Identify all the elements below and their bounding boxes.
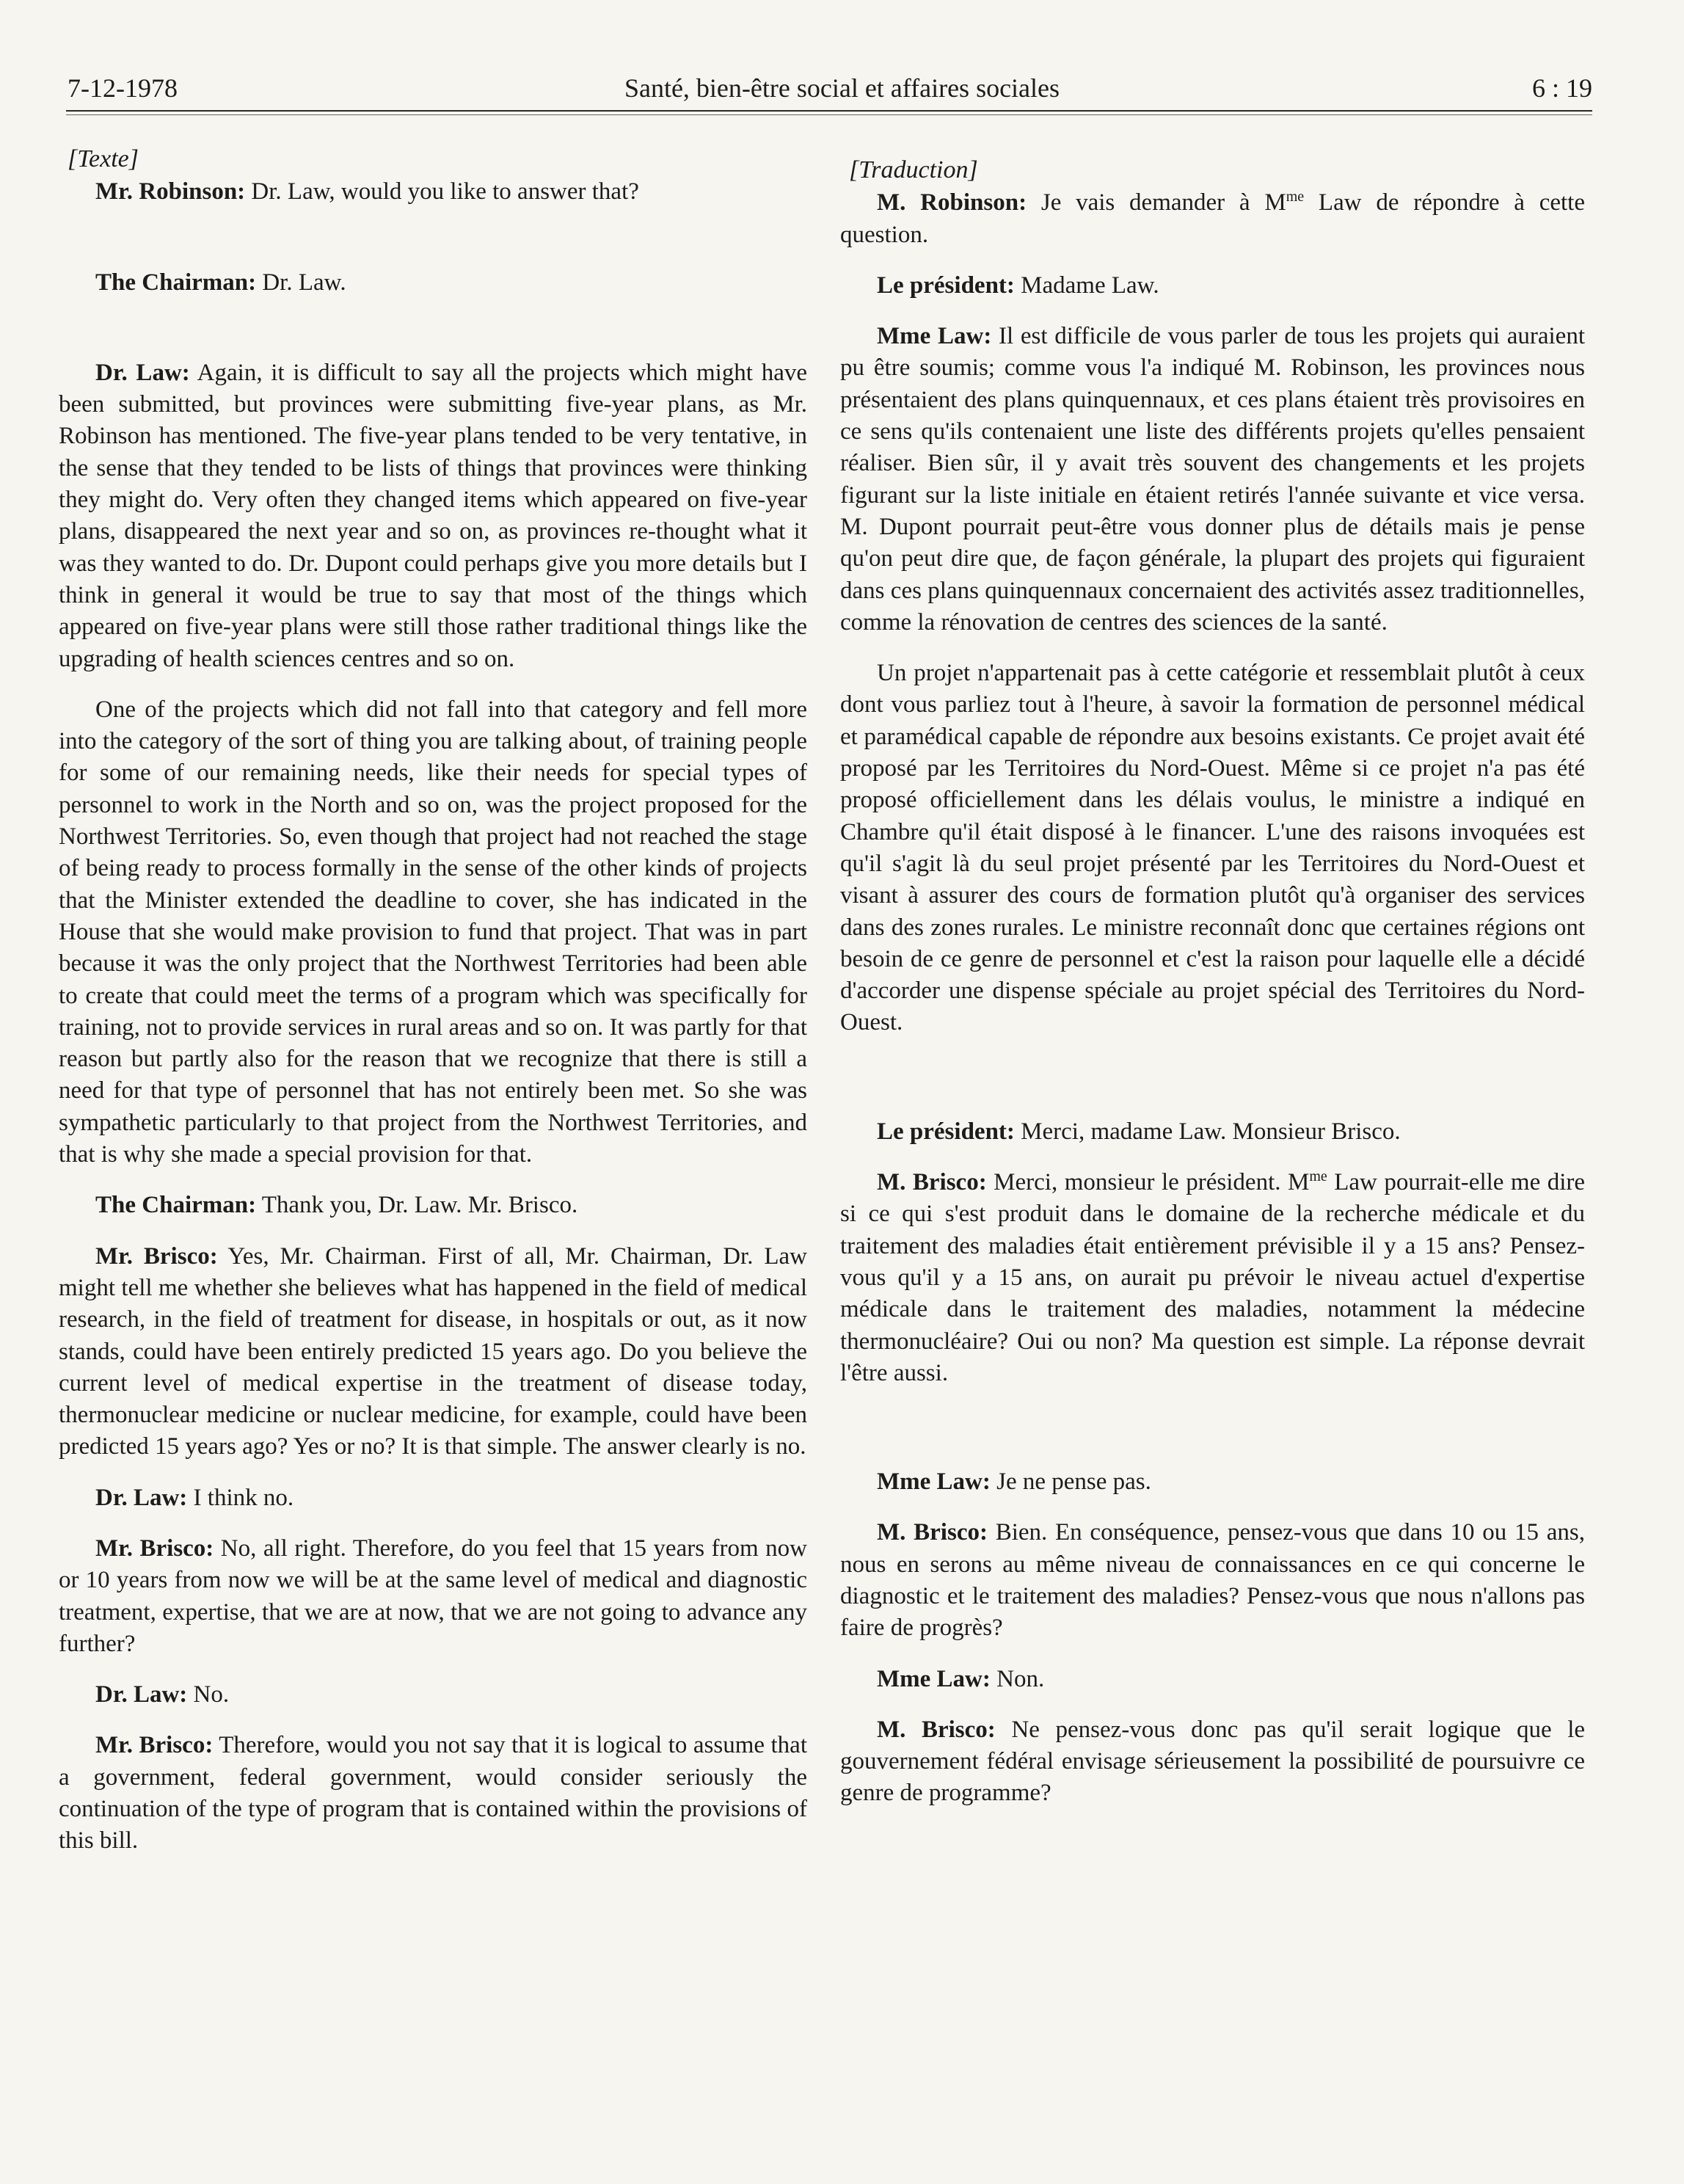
header-rule-secondary — [66, 114, 1592, 115]
speaker-name: Dr. Law: — [95, 1484, 188, 1511]
speaker-name: The Chairman: — [95, 1192, 257, 1219]
paragraph-text: Il est difficile de vous parler de tous les projets qui auraient pu être soumis; comme vous l'a indiqué M. Robinson, les provinces nous présentaient des plans quinquennaux, et ces plans étaient très provisoires en ce sens qu'ils contenaient une liste des différents projets qu'elles pensaient réaliser. Bien sûr, il y avait très souvent des changements et les projets figurant sur la liste initiale en étaient retirés l'année suivante et vice versa. M. Dupont pourrait peut-être vous donner plus de détails mais je pense qu'on peut dire que, de façon générale, la plupart des projets qui figuraient dans ces plans quinquennaux concernaient des activités assez traditionnelles, comme la rénovation de centres des sciences de la santé. — [840, 323, 1585, 636]
paragraph-text: Yes, Mr. Chairman. First of all, Mr. Chairman, Dr. Law might tell me whether she believes what has happened in the field of medical research, in the field of treatment for disease, in hospitals or out, as it now stands, could have been entirely predicted 15 years ago. Do you believe the current level of medical expertise in the treatment of disease today, thermonuclear medicine or nuclear medicine, for example, could have been predicted 15 years ago? Yes or no? It is that simple. The answer clearly is no. — [59, 1242, 807, 1460]
paragraph-brisco-1 — [59, 1241, 807, 1463]
paragraph-chairman-1 — [59, 267, 807, 299]
speaker-name: Mme Law: — [877, 323, 992, 350]
paragraph-law-3 — [59, 1482, 807, 1514]
speaker-name: Mr. Robinson: — [95, 178, 246, 205]
superscript: me — [1286, 189, 1305, 205]
superscript: me — [1309, 1168, 1327, 1185]
paragraph-brisco-fr-3 — [840, 1714, 1585, 1810]
page-number: 6 : 19 — [1531, 73, 1592, 103]
paragraph-text: Je ne pense pas. — [990, 1468, 1151, 1496]
speaker-name: Mr. Brisco: — [95, 1242, 218, 1270]
paragraph-text-cont: Law de répondre à cette question. — [840, 189, 1585, 248]
paragraph-text: I think no. — [187, 1484, 294, 1511]
paragraph-text: Therefore, would you not say that it is logical to assume that a government, federal government, would consider seriously the continuation of the type of program that is contained within the provisions of this bill. — [59, 1732, 807, 1854]
french-column — [840, 154, 1585, 1810]
paragraph-president-fr-2 — [840, 1116, 1585, 1148]
speaker-name: M. Robinson: — [877, 189, 1027, 216]
paragraph-brisco-fr-2 — [840, 1517, 1585, 1644]
speaker-name: Dr. Law: — [95, 359, 190, 386]
speaker-name: M. Brisco: — [877, 1716, 996, 1743]
paragraph-brisco-3 — [59, 1730, 807, 1857]
running-title: Santé, bien-être social et affaires sociales — [624, 73, 1060, 103]
language-mark-traduction: [Traduction] — [849, 156, 978, 183]
speaker-name: Mr. Brisco: — [95, 1535, 214, 1562]
paragraph-chairman-2 — [59, 1190, 807, 1221]
paragraph-law-fr-1 — [840, 321, 1585, 638]
paragraph-law-2 — [59, 694, 807, 1171]
speaker-name: Mr. Brisco: — [95, 1732, 214, 1759]
paragraph-text: No, all right. Therefore, do you feel that 15 years from now or 10 years from now we will be at the same level of medical and diagnostic treatment, expertise, that we are at now, that we are not going to advance any further? — [59, 1535, 807, 1657]
paragraph-text: Madame Law. — [1014, 272, 1159, 299]
paragraph-text-cont: Law pourrait-elle me dire si ce qui s'est produit dans le domaine de la recherche médicale et du traitement des maladies était entièrement prévisible il y a 15 ans? Pensez-vous qu'il y a 15 ans, on aurait pu prévoir le niveau actuel d'expertise médicale dans le traitement des maladies, notamment la médecine thermonucléaire? Oui ou non? Ma question est simple. La réponse devrait l'être aussi. — [840, 1169, 1586, 1386]
paragraph-text: Ne pensez-vous donc pas qu'il serait logique que le gouvernement fédéral envisage sérieusement la possibilité de poursuivre ce genre de programme? — [840, 1716, 1586, 1807]
paragraph-brisco-fr-1 — [840, 1167, 1585, 1389]
paragraph-text: Again, it is difficult to say all the projects which might have been submitted, but provinces were submitting five-year plans, as Mr. Robinson has mentioned. The five-year plans tended to be very tentative, in the sense that they tended to be lists of things that provinces were thinking they might do. Very often they changed items which appeared on five-year plans, disappeared the next year and so on, as provinces re-thought what it was they wanted to do. Dr. Dupont could perhaps give you more details but I think in general it would be true to say that most of the things which appeared on five-year plans were still those rather traditional things like the upgrading of health sciences centres and so on. — [59, 359, 807, 672]
speaker-name: M. Brisco: — [877, 1169, 987, 1196]
page-date: 7-12-1978 — [68, 73, 178, 103]
paragraph-text: Thank you, Dr. Law. Mr. Brisco. — [256, 1192, 578, 1219]
paragraph-text: Dr. Law, would you like to answer that? — [245, 178, 639, 205]
paragraph-text: Un projet n'appartenait pas à cette catégorie et ressemblait plutôt à ceux dont vous parliez tout à l'heure, à savoir la formation de personnel médical et paramédical capable de répondre aux besoins existants. Ce projet avait été proposé par les Territoires du Nord-Ouest. Même si ce projet n'a pas été proposé officiellement dans les délais voulus, le ministre a indiqué en Chambre qu'il était disposé à le financer. L'une des raisons invoquées est qu'il s'agit là du seul projet présenté par les Territoires du Nord-Ouest et visant à assurer des cours de formation plutôt qu'à organiser des services dans des zones rurales. Le ministre reconnaît donc que certaines régions ont besoin de ce genre de personnel et c'est la raison pour laquelle elle a décidé d'accorder une dispense spéciale au projet spécial des Territoires du Nord-Ouest. — [840, 660, 1585, 1036]
speaker-name: The Chairman: — [95, 269, 257, 296]
paragraph-text: Merci, madame Law. Monsieur Brisco. — [1014, 1118, 1401, 1145]
speaker-name: Le président: — [877, 272, 1015, 299]
paragraph-text: Je vais demander à M — [1027, 189, 1286, 216]
speaker-name: Mme Law: — [877, 1665, 991, 1692]
speaker-name: M. Brisco: — [877, 1519, 988, 1546]
paragraph-law-1 — [59, 357, 807, 675]
paragraph-text: Dr. Law. — [256, 269, 346, 296]
speaker-name: Dr. Law: — [95, 1681, 188, 1708]
paragraph-text: Non. — [990, 1665, 1045, 1692]
paragraph-text: No. — [187, 1681, 230, 1708]
english-column — [59, 143, 807, 1857]
speaker-name: Mme Law: — [877, 1468, 991, 1496]
paragraph-law-fr-2 — [840, 658, 1585, 1039]
paragraph-robinson-1 — [59, 176, 807, 208]
paragraph-law-4 — [59, 1679, 807, 1711]
paragraph-president-fr-1 — [840, 270, 1585, 302]
paragraph-law-fr-4 — [840, 1664, 1585, 1695]
paragraph-text: One of the projects which did not fall into that category and fell more into the category of the sort of thing you are talking about, of training people for some of our remaining needs, like their needs for special types of personnel to work in the North and so on, was the project proposed for the Northwest Territories. So, even though that project had not reached the stage of being ready to process formally in the sense of the other kinds of projects that the Minister extended the deadline to cover, she has indicated in the House that she would make provision to fund that project. That was in part because it was the only project that the Northwest Territories had been able to create that could meet the terms of a program which was specifically for training, not to provide services in rural areas and so on. It was partly for that reason but partly also for the reason that we recognize that there is still a need for that type of personnel that has not entirely been met. So she was sympathetic particularly to that project from the Northwest Territories, and that is why she made a special provision for that. — [59, 696, 807, 1168]
paragraph-law-fr-3 — [840, 1466, 1585, 1498]
language-mark-texte: [Texte] — [68, 145, 139, 172]
header-rule — [66, 110, 1592, 112]
paragraph-robinson-fr — [840, 187, 1585, 251]
paragraph-text: Bien. En conséquence, pensez-vous que dans 10 ou 15 ans, nous en serons au même niveau de connaissances en ce qui concerne le diagnostic et le traitement des maladies? Pensez-vous que nous n'allons pas faire de progrès? — [840, 1519, 1585, 1642]
paragraph-text: Merci, monsieur le président. M — [986, 1169, 1310, 1196]
paragraph-brisco-2 — [59, 1533, 807, 1660]
speaker-name: Le président: — [877, 1118, 1015, 1145]
